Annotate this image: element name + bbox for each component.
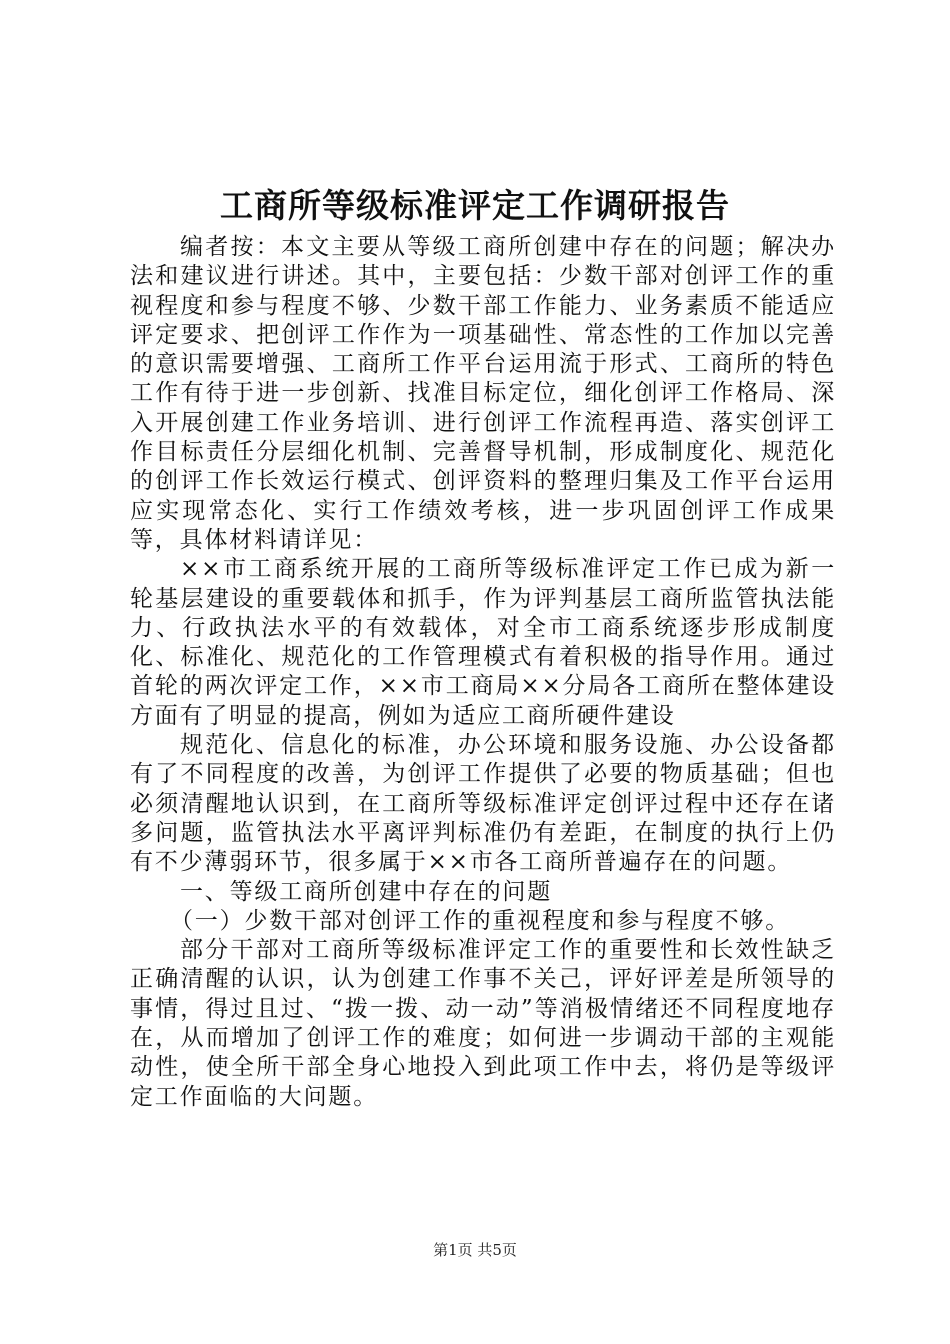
section-heading: 一、等级工商所创建中存在的问题 bbox=[180, 878, 552, 905]
document-title: 工商所等级标准评定工作调研报告 bbox=[220, 186, 730, 225]
body-paragraph: ××市工商系统开展的工商所等级标准评定工作已成为新一轮基层建设的重要载体和抓手，作为评判基层工商所监管执法能力、行政执法水平的有效载体，对全市工商系统逐步形成制度化、标准化、规范化的工作管理模式有着积极的指导作用。通过首轮的两次评定工作，××市工商局××分局各工商所在整体建设方面有了明显的提高，例如为适应工商所硬件建设 bbox=[130, 556, 836, 729]
body-paragraph: 规范化、信息化的标准，办公环境和服务设施、办公设备都有了不同程度的改善，为创评工作提供了必要的物质基础；但也必须清醒地认识到，在工商所等级标准评定创评过程中还存在诸多问题，监管执法水平离评判标准仍有差距，在制度的执行上仍有不少薄弱环节，很多属于××市各工商所普遍存在的问题。 bbox=[130, 732, 836, 876]
page-footer: 第1页 共5页 bbox=[433, 1241, 517, 1259]
document-body bbox=[130, 233, 836, 1112]
body-paragraph: 部分干部对工商所等级标准评定工作的重要性和长效性缺乏正确清醒的认识，认为创建工作事不关己，评好评差是所领导的事情，得过且过、“拨一拨、动一动”等消极情绪还不同程度地存在，从而增加了创评工作的难度；如何进一步调动干部的主观能动性，使全所干部全身心地投入到此项工作中去，将仍是等级评定工作面临的大问题。 bbox=[130, 937, 836, 1110]
editor-note-paragraph: 编者按：本文主要从等级工商所创建中存在的问题；解决办法和建议进行讲述。其中，主要包括：少数干部对创评工作的重视程度和参与程度不够、少数干部工作能力、业务素质不能适应评定要求、把创评工作作为一项基础性、常态性的工作加以完善的意识需要增强、工商所工作平台运用流于形式、工商所的特色工作有待于进一步创新、找准目标定位，细化创评工作格局、深入开展创建工作业务培训、进行创评工作流程再造、落实创评工作目标责任分层细化机制、完善督导机制，形成制度化、规范化的创评工作长效运行模式、创评资料的整理归集及工作平台运用应实现常态化、实行工作绩效考核，进一步巩固创评工作成果等，具体材料请详见： bbox=[130, 234, 836, 553]
subsection-heading: （一）少数干部对创评工作的重视程度和参与程度不够。 bbox=[170, 907, 790, 934]
